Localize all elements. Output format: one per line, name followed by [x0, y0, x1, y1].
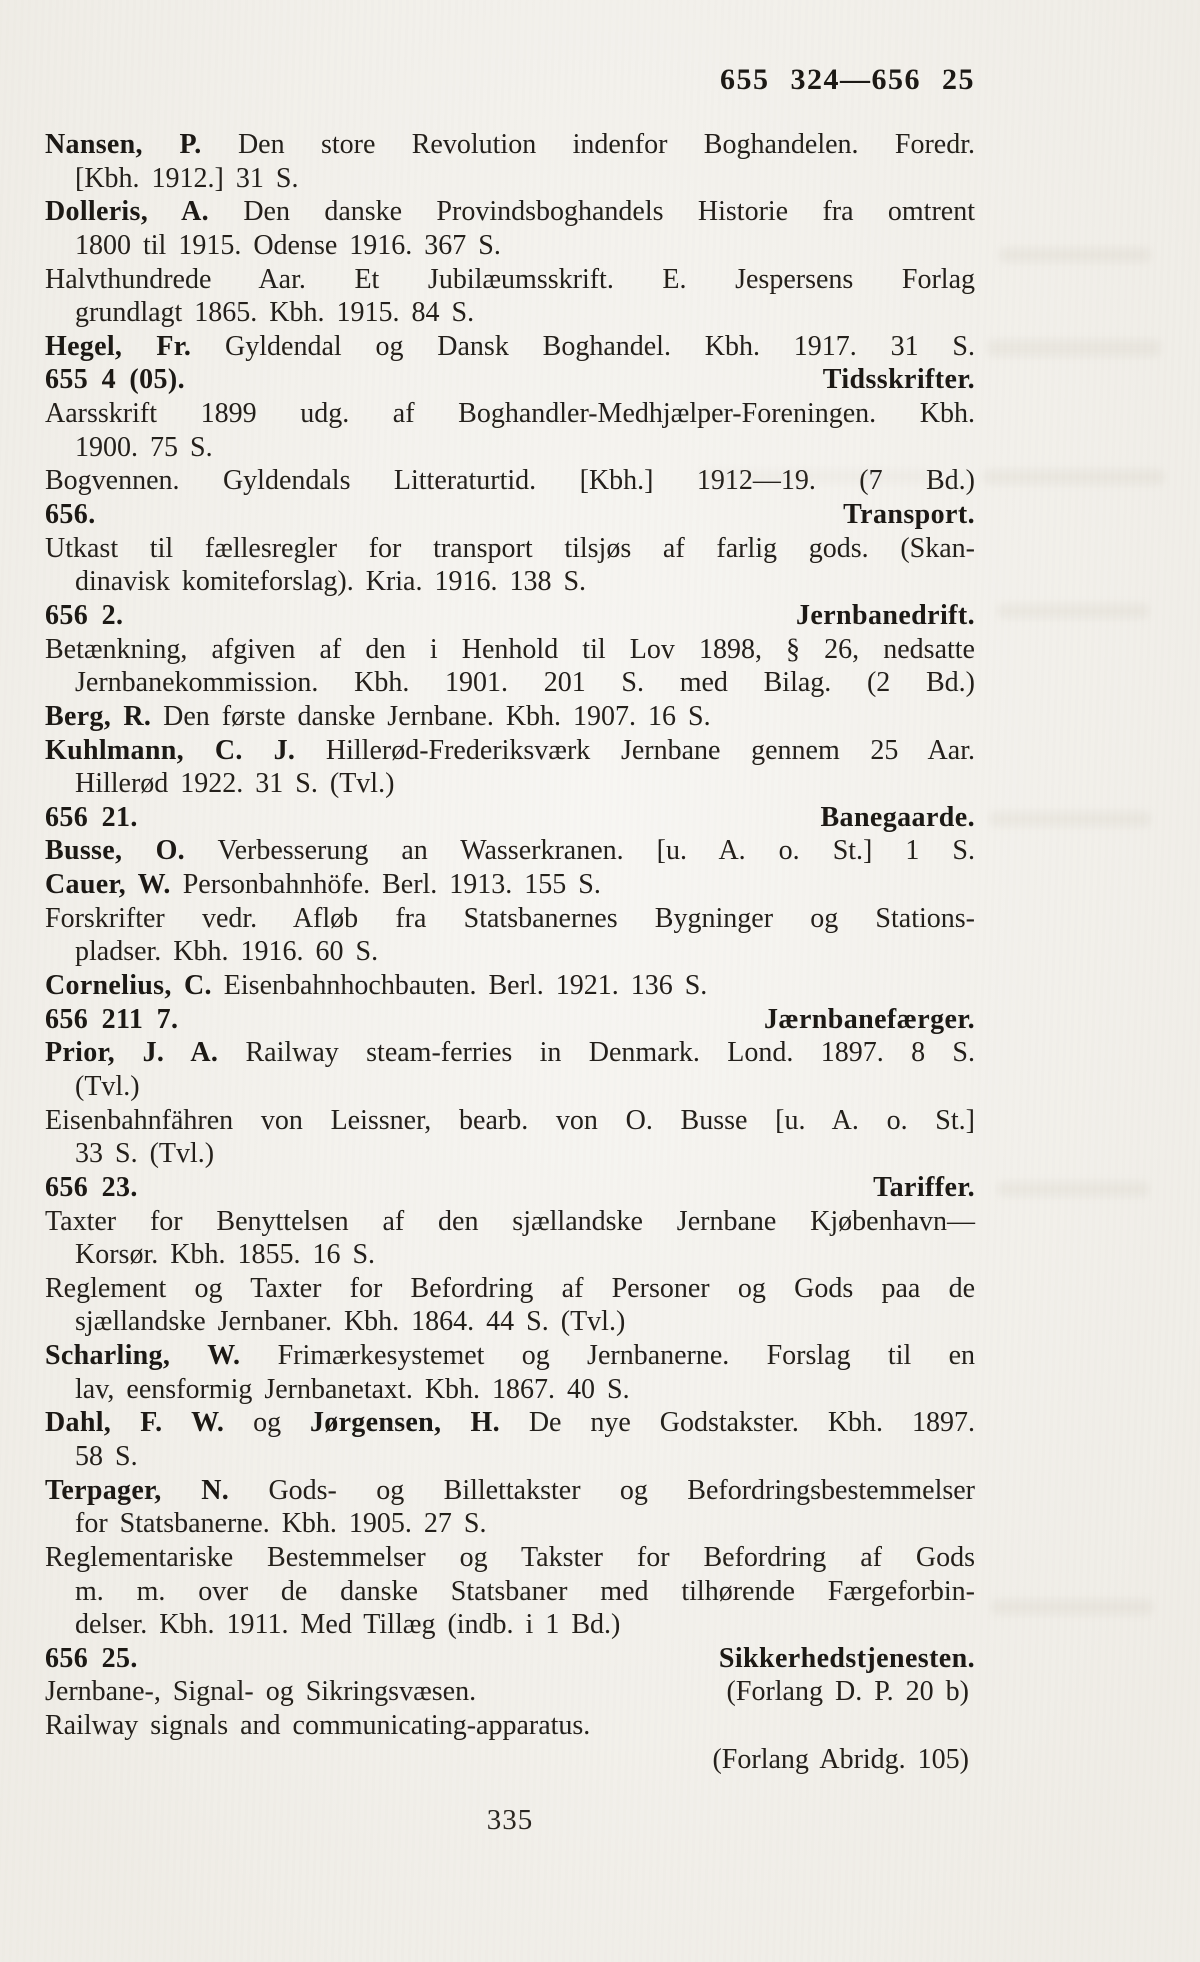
- paper-showthrough-smudge: [998, 604, 1148, 618]
- text-line: [45, 1474, 975, 1508]
- paper-showthrough-smudge: [988, 340, 1160, 356]
- entry-text: Reglement og Taxter for Befordring af Personer og Gods paa de: [45, 1272, 975, 1304]
- classification-label: Jernbanedrift.: [795, 599, 975, 631]
- running-head-classification-range: 655 324—656 25: [720, 63, 975, 96]
- section-heading: [45, 363, 975, 397]
- author-name: Cauer, W.: [45, 869, 171, 901]
- entry-text: Taxter for Benyttelsen af den sjællandske Jernbane Kjøbenhavn—: [45, 1205, 975, 1237]
- author-name: Dahl, F. W.: [45, 1407, 225, 1439]
- entry-text: delser. Kbh. 1911. Med Tillæg (indb. i 1 Bd.): [75, 1609, 621, 1641]
- section-heading: [45, 599, 975, 633]
- entry-text: Bogvennen. Gyldendals Litteraturtid. [Kbh.] 1912—19. (7 Bd.): [45, 465, 975, 497]
- text-line: [45, 969, 975, 1003]
- entry-text: Den danske Provindsboghandels Historie fra omtrent: [208, 196, 975, 228]
- text-line: [45, 935, 975, 969]
- classification-label: Sikkerhedstjenesten.: [718, 1642, 975, 1674]
- text-line: [45, 128, 975, 162]
- text-line: [45, 1709, 975, 1743]
- entry-text: Aarsskrift 1899 udg. af Boghandler-Medhjælper-Foreningen. Kbh.: [45, 398, 975, 430]
- text-line: [45, 1575, 975, 1609]
- entry-text: 58 S.: [75, 1440, 138, 1472]
- text-line: [45, 767, 975, 801]
- entry-text: Utkast til fællesregler for transport tilsjøs af farlig gods. (Skan-: [45, 532, 975, 564]
- entry-text: Frimærkesystemet og Jernbanerne. Forslag til en: [240, 1340, 975, 1372]
- text-line: [45, 464, 975, 498]
- classification-label: Jærnbanefærger.: [763, 1003, 975, 1035]
- entry-text: Betænkning, afgiven af den i Henhold til Lov 1898, § 26, nedsatte: [45, 633, 975, 665]
- entry-text: sjællandske Jernbaner. Kbh. 1864. 44 S. (Tvl.): [75, 1306, 626, 1338]
- classification-number: 656.: [45, 499, 96, 531]
- entry-text: for Statsbanerne. Kbh. 1905. 27 S.: [75, 1508, 487, 1540]
- reference-note-line: [45, 1743, 975, 1777]
- classification-number: 656 23.: [45, 1171, 138, 1203]
- reference-note: (Forlang D. P. 20 b): [726, 1676, 969, 1708]
- entry-text: (Tvl.): [75, 1070, 140, 1102]
- entry-text: dinavisk komiteforslag). Kria. 1916. 138 S.: [75, 566, 587, 598]
- entry-text: Eisenbahnhochbauten. Berl. 1921. 136 S.: [211, 970, 708, 1002]
- text-line: [45, 1339, 975, 1373]
- text-line: [45, 1272, 975, 1306]
- text-line: [45, 1238, 975, 1272]
- text-line: [45, 330, 975, 364]
- author-name: Terpager, N.: [45, 1474, 230, 1506]
- text-line: [45, 666, 975, 700]
- entry-text: Korsør. Kbh. 1855. 16 S.: [75, 1239, 376, 1271]
- entry-text: [45, 1675, 476, 1709]
- entry-text: Railway signals and communicating-apparatus.: [45, 1710, 591, 1742]
- paper-showthrough-smudge: [1000, 248, 1150, 262]
- text-line: [45, 1373, 975, 1407]
- text-line: [45, 734, 975, 768]
- text-line: [45, 1305, 975, 1339]
- author-name: Cornelius, C.: [45, 970, 212, 1002]
- text-line: [45, 633, 975, 667]
- entry-text: 33 S. (Tvl.): [75, 1138, 215, 1170]
- text-line: [45, 565, 975, 599]
- author-name: Dolleris, A.: [45, 196, 209, 228]
- paper-showthrough-smudge: [984, 470, 1164, 484]
- entry-text: lav, eensformig Jernbanetaxt. Kbh. 1867. 40 S.: [75, 1373, 630, 1405]
- entry-text: Hillerød 1922. 31 S. (Tvl.): [75, 768, 395, 800]
- classification-number: 656 25.: [45, 1642, 138, 1674]
- entry-text: [Kbh. 1912.] 31 S.: [75, 162, 299, 194]
- paper-showthrough-smudge: [990, 812, 1150, 826]
- text-line: [45, 1036, 975, 1070]
- entry-text: Railway steam-ferries in Denmark. Lond. 1897. 8 S.: [218, 1037, 975, 1069]
- entry-text: Hillerød-Frederiksværk Jernbane gennem 25 Aar.: [295, 734, 975, 766]
- text-line: [45, 532, 975, 566]
- page-number: 335: [486, 1804, 534, 1836]
- classification-label: Banegaarde.: [820, 801, 975, 833]
- author-name: Busse, O.: [45, 835, 185, 867]
- text-line: [45, 1675, 975, 1709]
- text-line: [45, 1104, 975, 1138]
- classification-number: 655 4 (05).: [45, 364, 186, 396]
- section-heading: [45, 1642, 975, 1676]
- text-line: [45, 902, 975, 936]
- entry-text: Den første danske Jernbane. Kbh. 1907. 16 S.: [151, 700, 711, 732]
- entry-text: grundlagt 1865. Kbh. 1915. 84 S.: [75, 297, 475, 329]
- text-line: [45, 162, 975, 196]
- author-name: Jørgensen, H.: [309, 1407, 500, 1439]
- text-line: [45, 1440, 975, 1474]
- text-line: [45, 195, 975, 229]
- section-heading: [45, 498, 975, 532]
- classification-number: 656 211 7.: [45, 1003, 179, 1035]
- text-line: [45, 229, 975, 263]
- section-heading: [45, 1171, 975, 1205]
- section-heading: [45, 1003, 975, 1037]
- text-line: [45, 868, 975, 902]
- entry-text: Gyldendal og Dansk Boghandel. Kbh. 1917. 31 S.: [191, 330, 976, 362]
- classification-label: Tidsskrifter.: [822, 364, 975, 396]
- entry-text: Reglementariske Bestemmelser og Takster for Befordring af Gods: [45, 1541, 975, 1573]
- text-line: [45, 1070, 975, 1104]
- classification-label: Tariffer.: [873, 1171, 975, 1203]
- author-name: Nansen, P.: [45, 129, 202, 160]
- text-line: [45, 1205, 975, 1239]
- entry-text: 1800 til 1915. Odense 1916. 367 S.: [75, 229, 501, 261]
- entry-text: Jernbane-, Signal- og Sikringsvæsen.: [45, 1676, 477, 1708]
- entry-text: Halvthundrede Aar. Et Jubilæumsskrift. E. Jespersens Forlag: [45, 263, 975, 295]
- classification-number: 656 2.: [45, 599, 124, 631]
- section-heading: [45, 801, 975, 835]
- entry-text: 1900. 75 S.: [75, 431, 213, 463]
- text-line: [45, 1541, 975, 1575]
- text-line: [45, 1406, 975, 1440]
- author-name: Hegel, Fr.: [45, 330, 192, 362]
- text-line: [45, 431, 975, 465]
- text-line: [45, 397, 975, 431]
- text-line: [45, 296, 975, 330]
- text-line: [45, 834, 975, 868]
- text-line: [45, 263, 975, 297]
- entry-text: Jernbanekommission. Kbh. 1901. 201 S. med Bilag. (2 Bd.): [75, 667, 975, 699]
- entry-text: De nye Godstakster. Kbh. 1897.: [499, 1407, 975, 1439]
- classification-number: 656 21.: [45, 801, 138, 833]
- author-name: Prior, J. A.: [45, 1037, 219, 1069]
- text-line: [45, 1137, 975, 1171]
- text-line: [45, 700, 975, 734]
- entry-text: m. m. over de danske Statsbaner med tilhørende Færgeforbin-: [75, 1575, 975, 1607]
- entry-text: pladser. Kbh. 1916. 60 S.: [75, 936, 379, 968]
- entry-text: Personbahnhöfe. Berl. 1913. 155 S.: [170, 869, 601, 901]
- entry-text: Den store Revolution indenfor Boghandelen. Foredr.: [201, 129, 975, 160]
- entry-text: Forskrifter vedr. Afløb fra Statsbanernes Bygninger og Stations-: [45, 902, 975, 934]
- text-line: [45, 1507, 975, 1541]
- author-name: Scharling, W.: [45, 1340, 241, 1372]
- entry-text: (Forlang Abridg. 105): [712, 1743, 969, 1775]
- author-name: Kuhlmann, C. J.: [45, 734, 296, 766]
- paper-showthrough-smudge: [992, 1600, 1152, 1614]
- entry-text: Verbesserung an Wasserkranen. [u. A. o. St.] 1 S.: [184, 835, 975, 867]
- author-name: Berg, R.: [45, 700, 152, 732]
- paper-showthrough-smudge: [998, 1182, 1148, 1196]
- entry-text: Gods- og Billettakster og Befordringsbestemmelser: [229, 1474, 976, 1506]
- text-line: [45, 1608, 975, 1642]
- entry-text: Eisenbahnfähren von Leissner, bearb. von O. Busse [u. A. o. St.]: [45, 1104, 975, 1136]
- classification-label: Transport.: [843, 499, 975, 531]
- entry-text: og: [224, 1407, 310, 1439]
- bibliography-text-block: [45, 128, 975, 1776]
